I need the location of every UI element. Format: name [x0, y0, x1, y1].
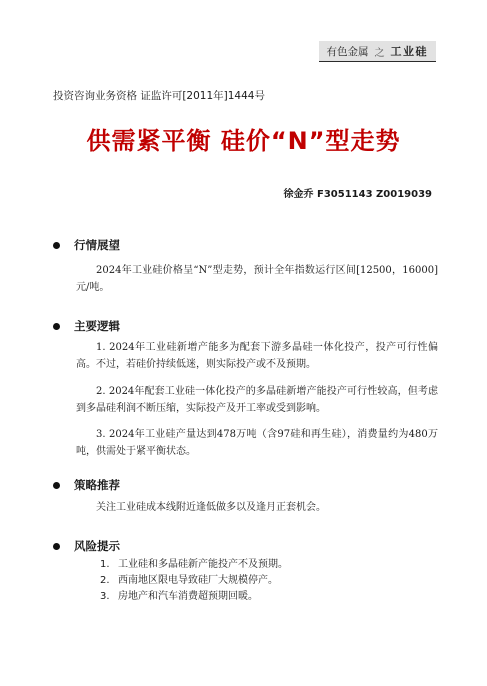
- logic-paragraph-3: 3. 2024年工业硅产量达到478万吨（含97硅和再生硅），消费量约为480万吨，供需处于紧平衡状态。: [76, 429, 438, 457]
- category-separator: 之: [374, 47, 385, 59]
- section-title: 行情展望: [74, 238, 120, 252]
- section-heading-logic: [53, 318, 120, 334]
- license-line: 投资咨询业务资格 证监许可[2011年]1444号: [53, 90, 265, 102]
- list-item: [100, 557, 440, 573]
- bullet-icon: [53, 482, 60, 489]
- category-label: 有色金属: [326, 45, 369, 58]
- section-title: 风险提示: [74, 539, 120, 553]
- logic-paragraph-2: 2. 2024年配套工业硅一体化投产的多晶硅新增产能投产可行性较高，但考虑到多晶硅利润不断压缩，实际投产及开工率或受到影响。: [76, 386, 438, 414]
- list-item-number: 3.: [100, 591, 110, 602]
- section-title: 策略推荐: [74, 478, 120, 492]
- list-item-text: 工业硅和多晶硅新产能投产不及预期。: [118, 559, 288, 570]
- author-line: 徐金乔 F3051143 Z0019039: [283, 189, 432, 200]
- list-item-number: 1.: [100, 559, 110, 570]
- list-item: [100, 573, 440, 589]
- logic-paragraph-1: 1. 2024年工业硅新增产能多为配套下游多晶硅一体化投产，投产可行性偏高。不过，若硅价持续低迷，则实际投产或不及预期。: [76, 342, 438, 370]
- section-heading-strategy: [53, 477, 120, 493]
- product-label: 工业硅: [390, 45, 428, 58]
- risk-list: [100, 557, 440, 605]
- report-title: 供需紧平衡 硅价“N”型走势: [86, 127, 401, 155]
- list-item-number: 2.: [100, 575, 110, 586]
- section-heading-risk: [53, 538, 120, 554]
- list-item: [100, 589, 440, 605]
- bullet-icon: [53, 323, 60, 330]
- report-category-tag: [319, 41, 437, 62]
- list-item-text: 房地产和汽车消费超预期回暖。: [118, 591, 258, 602]
- strategy-paragraph: 关注工业硅成本线附近逢低做多以及逢月正套机会。: [96, 502, 326, 513]
- section-title: 主要逻辑: [74, 319, 120, 333]
- outlook-paragraph: 2024年工业硅价格呈“N”型走势，预计全年指数运行区间[12500，16000]元/吨。: [76, 265, 438, 293]
- list-item-text: 西南地区限电导致硅厂大规模停产。: [118, 575, 278, 586]
- bullet-icon: [53, 543, 60, 550]
- bullet-icon: [53, 242, 60, 249]
- section-heading-outlook: [53, 237, 120, 253]
